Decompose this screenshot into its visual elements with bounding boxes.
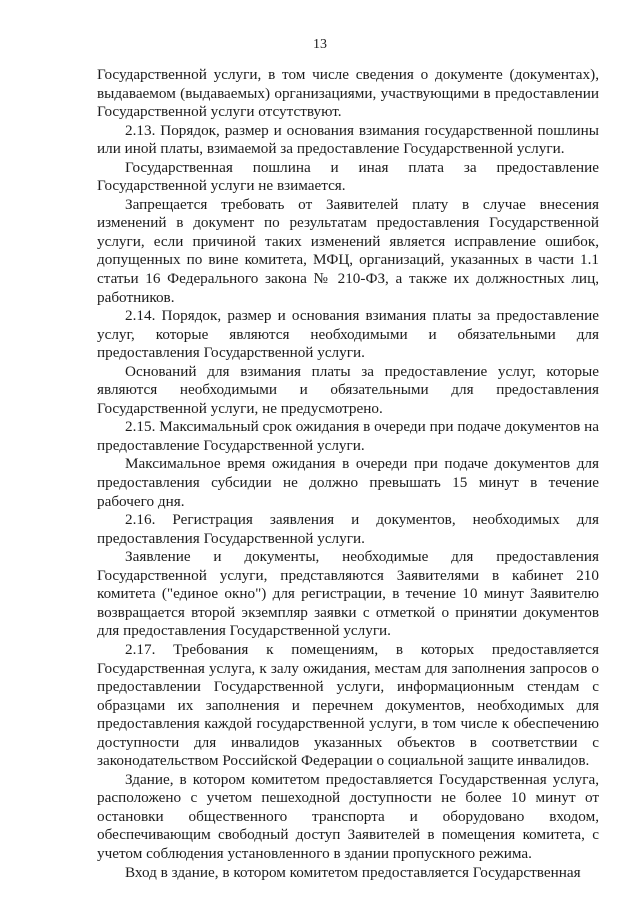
paragraph-truncated: Вход в здание, в котором комитетом предоставляется Государственная	[125, 863, 581, 881]
section-heading-2-14: 2.14. Порядок, размер и основания взимания платы за предоставление услуг, которые являются необходимыми и обязательными для предоставления Государственной услуги.	[97, 307, 599, 362]
paragraph: Оснований для взимания платы за предоставление услуг, которые являются необходимыми и обязательными для предоставления Государственной услуги, не предусмотрено.	[97, 362, 599, 417]
paragraph: Запрещается требовать от Заявителей плату в случае внесения изменений в документ по результатам предоставления Государственной услуги, если причиной таких изменений является исправление ошибок, допущенных по вине комитета, МФЦ, организаций, указанных в части 1.1 статьи 16 Федерального закона № 210-ФЗ, а также их должностных лиц, работников.	[97, 195, 599, 306]
document-body	[97, 66, 599, 882]
section-heading-2-13: 2.13. Порядок, размер и основания взимания государственной пошлины или иной платы, взимаемой за предоставление Государственной услуги.	[97, 121, 599, 158]
paragraph-continuation: Государственной услуги, в том числе сведения о документе (документах), выдаваемом (выдаваемых) организациями, участвующими в предоставлении Государственной услуги отсутствуют.	[97, 66, 599, 121]
paragraph: Максимальное время ожидания в очереди при подаче документов для предоставления субсидии не должно превышать 15 минут в течение рабочего дня.	[97, 455, 599, 510]
section-heading-2-17: 2.17. Требования к помещениям, в которых предоставляется Государственная услуга, к залу ожидания, местам для заполнения запросов о предоставлении Государственной услуги, информационным стендам с образцами их заполнения и перечнем документов, необходимых для предоставления каждой государственной услуги, в том числе к обеспечению доступности для инвалидов указанных объектов в соответствии с законодательством Российской Федерации о социальной защите инвалидов.	[97, 640, 599, 770]
paragraph: Государственная пошлина и иная плата за предоставление Государственной услуги не взимается.	[97, 158, 599, 195]
section-heading-2-15: 2.15. Максимальный срок ожидания в очереди при подаче документов на предоставление Государственной услуги.	[97, 418, 599, 454]
paragraph: Заявление и документы, необходимые для предоставления Государственной услуги, представляются Заявителями в кабинет 210 комитета ("единое окно") для регистрации, в течение 10 минут Заявителю возвращается второй экземпляр заявки с отметкой о принятии документов для предоставления Государственной услуги.	[97, 548, 599, 640]
paragraph: Здание, в котором комитетом предоставляется Государственная услуга, расположено с учетом пешеходной доступности не более 10 минут от остановки общественного транспорта и оборудовано входом, обеспечивающим свободный доступ Заявителей в помещения комитета, с учетом соблюдения установленного в здании пропускного режима.	[97, 770, 599, 862]
page-number: 13	[313, 37, 327, 52]
section-heading-2-16: 2.16. Регистрация заявления и документов, необходимых для предоставления Государственной услуги.	[97, 511, 599, 547]
